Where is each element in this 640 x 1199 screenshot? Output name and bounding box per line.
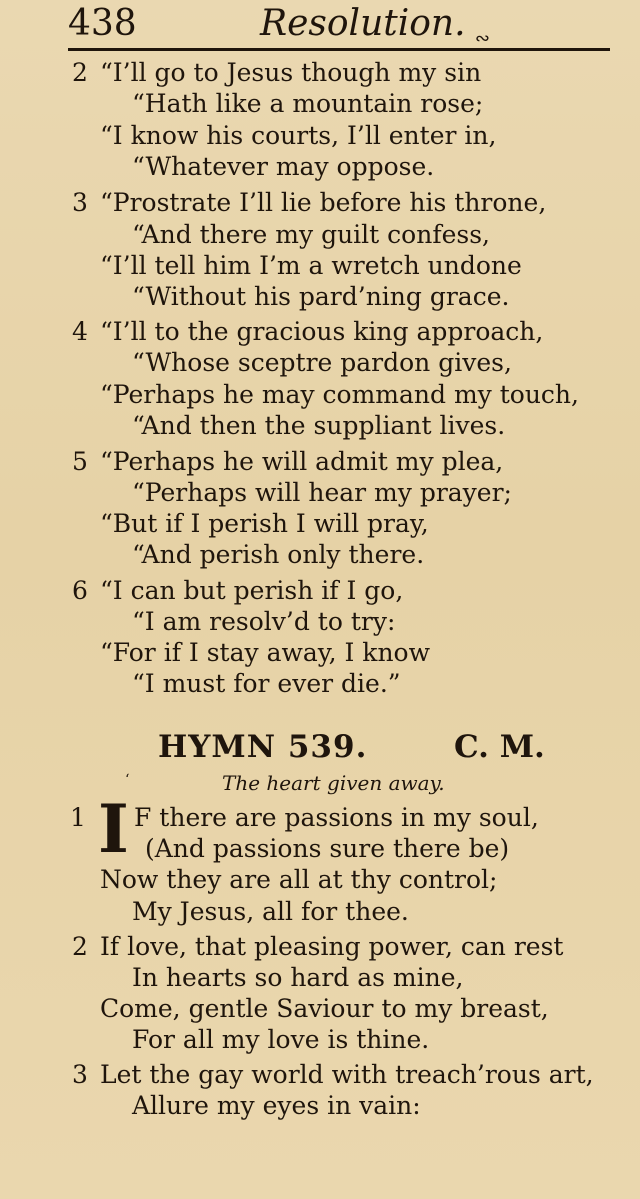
verse-line: “Perhaps he will admit my plea, — [100, 447, 504, 476]
stanza-number: 2 — [72, 932, 88, 961]
verse-line: My Jesus, all for thee. — [132, 897, 409, 926]
verse-line: “Without his pard’ning grace. — [132, 282, 510, 311]
stanza-number: 2 — [72, 58, 88, 87]
verse-line: If love, that pleasing power, can rest — [100, 932, 564, 961]
verse-line: “I’ll tell him I’m a wretch undone — [100, 251, 522, 280]
verse-line: “Perhaps he may command my touch, — [100, 380, 579, 409]
stanza-number: 3 — [72, 188, 88, 217]
verse-line: “I must for ever die.” — [132, 669, 401, 698]
stanza-number: 1 — [70, 803, 86, 832]
verse-line: Allure my eyes in vain: — [132, 1091, 421, 1120]
verse-line: “Whatever may oppose. — [132, 152, 435, 181]
verse-line: “Whose sceptre pardon gives, — [132, 348, 512, 377]
page-header — [68, 4, 610, 51]
stanza-number: 5 — [72, 447, 88, 476]
verse-line: For all my love is thine. — [132, 1025, 430, 1054]
verse-line: F there are passions in my soul, — [134, 803, 539, 832]
verse-line: “For if I stay away, I know — [100, 638, 431, 667]
verse-line: “I am resolv’d to try: — [132, 607, 396, 636]
verse-line: Let the gay world with treach’rous art, — [100, 1060, 594, 1089]
drop-cap: I — [98, 790, 129, 868]
verse-line: “I know his courts, I’ll enter in, — [100, 121, 497, 150]
verse-line: “And there my guilt confess, — [132, 220, 490, 249]
verse-line: “I’ll go to Jesus though my sin — [100, 58, 482, 87]
verse-line: “Prostrate I’ll lie before his throne, — [100, 188, 547, 217]
verse-line: Come, gentle Saviour to my breast, — [100, 994, 549, 1023]
ornament-mark-icon: ‘ — [125, 772, 130, 788]
verse-line: “Hath like a mountain rose; — [132, 89, 484, 118]
verse-line: “But if I perish I will pray, — [100, 509, 429, 538]
verse-line: “I’ll to the gracious king approach, — [100, 317, 544, 346]
page-number: 438 — [68, 3, 137, 44]
running-title: Resolution. — [260, 3, 466, 44]
hymn-meter: C. M. — [454, 729, 545, 765]
verse-line: Now they are all at thy control; — [100, 865, 498, 894]
stanza-number: 3 — [72, 1060, 88, 1089]
verse-line: “And perish only there. — [132, 540, 425, 569]
verse-line: “And then the suppliant lives. — [132, 411, 506, 440]
stanza-number: 6 — [72, 576, 88, 605]
hymn-title: HYMN 539. — [158, 729, 368, 765]
flourish-icon: ∾ — [474, 28, 490, 49]
verse-line: “Perhaps will hear my prayer; — [132, 478, 512, 507]
verse-line: “I can but perish if I go, — [100, 576, 404, 605]
stanza-number: 4 — [72, 317, 88, 346]
verse-line: In hearts so hard as mine, — [132, 963, 464, 992]
verse-line: (And passions sure there be) — [145, 834, 510, 863]
hymn-subtitle: The heart given away. — [222, 771, 445, 795]
